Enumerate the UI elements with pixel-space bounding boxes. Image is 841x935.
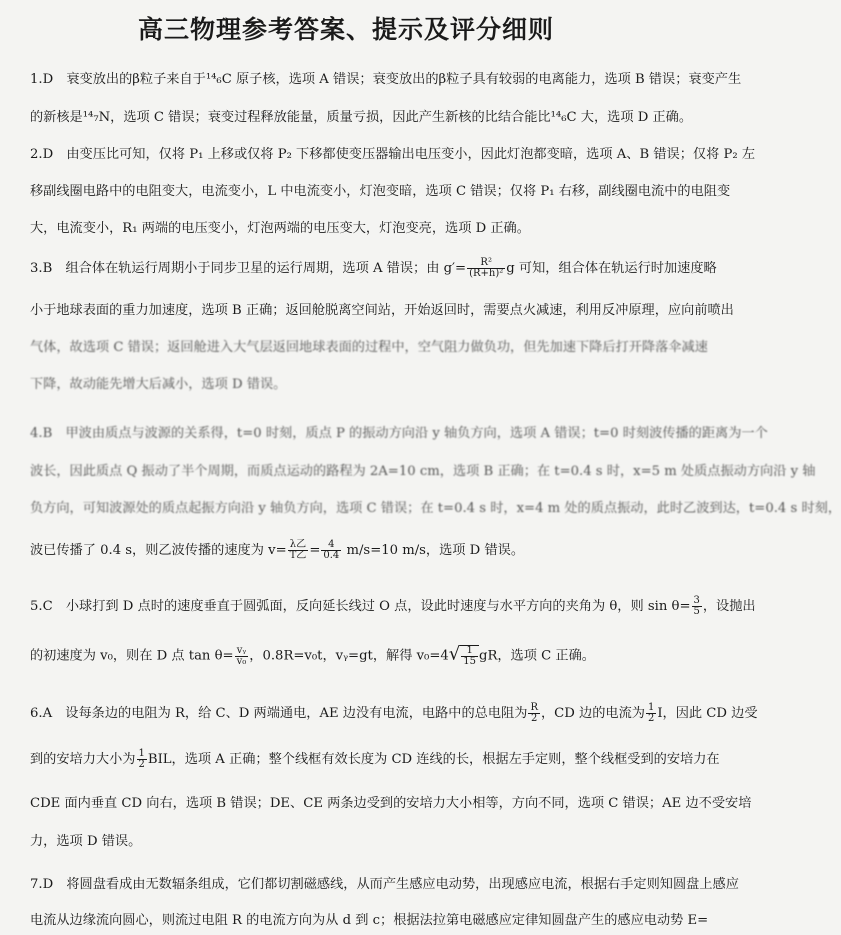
answer-3-line-1	[30, 257, 717, 279]
answer-6-fraction-3	[137, 749, 147, 770]
answer-5-line-1	[30, 595, 756, 617]
answer-6-text-e: BIL，选项 A 正确；整个线框有效长度为 CD 连线的长，根据左手定则，整个线框受到的安培力在	[147, 752, 720, 767]
fraction-numerator: R	[530, 702, 538, 713]
answer-7-line-2: 电流从边缘流向圆心，则流过电阻 R 的电流方向为从 d 到 c；根据法拉第电磁感应定律知圆盘产生的感应电动势 E=	[30, 913, 709, 928]
page-title: 高三物理参考答案、提示及评分细则	[137, 15, 554, 44]
answer-3-text-a: 3.B 组合体在轨运行周期小于同步卫星的运行周期，选项 A 错误；由 g′=	[30, 261, 467, 276]
fraction-numerator: 3	[693, 595, 700, 606]
answer-6-line-2	[30, 748, 720, 770]
fraction-denominator: 2	[138, 759, 145, 770]
answer-4-line-2: 波长，因此质点 Q 振动了半个周期，而质点运动的路程为 2A=10 cm，选项 B 正确；在 t=0.4 s 时，x=5 m 处质点振动方向沿 y 轴	[30, 464, 816, 479]
answer-3-fraction	[467, 258, 505, 279]
sqrt-fraction	[461, 646, 478, 667]
fraction-denominator: v₀	[236, 655, 247, 667]
answer-6-text-b: ，CD 边的电流为	[540, 706, 645, 721]
answer-5-fraction-2	[235, 646, 249, 667]
answer-5-text-d: ，0.8R=v₀t，vᵧ=gt，解得 v₀=4	[249, 648, 449, 664]
fraction-numerator: 1	[647, 702, 655, 713]
answer-2-line-2: 移副线圈电路中的电阻变大，电流变小，L 中电流变小，灯泡变暗，选项 C 错误；仅将 P₁ 右移，副线圈电流中的电阻变	[30, 184, 731, 199]
answer-7-line-1: 7.D 将圆盘看成由无数辐条组成，它们都切割磁感线，从而产生感应电动势，出现感应电流，根据右手定则知圆盘上感应	[30, 877, 739, 892]
answer-6-fraction-1	[528, 703, 540, 724]
answer-1-line-1: 1.D 衰变放出的β粒子来自于¹⁴₆C 原子核，选项 A 错误；衰变放出的β粒子具有较弱的电离能力，选项 B 错误；衰变产生	[30, 72, 742, 87]
answer-6-line-4: 力，选项 D 错误。	[30, 834, 142, 849]
fraction-denominator: 5	[693, 606, 700, 617]
answer-6-text-d: 到的安培力大小为	[30, 752, 136, 767]
fraction-denominator: 2	[647, 713, 655, 724]
answer-5-text-a: 5.C 小球打到 D 点时的速度垂直于圆弧面，反向延长线过 O 点，设此时速度与水平方向的夹角为 θ，则 sin θ=	[30, 599, 691, 614]
answer-3-text-b: g 可知，组合体在轨运行时加速度略	[506, 261, 717, 276]
answer-4-line-3: 负方向，可知波源处的质点起振方向沿 y 轴负方向，选项 C 错误；在 t=0.4 s 时，x=4 m 处的质点振动，此时乙波到达，t=0.4 s 时刻，	[30, 501, 841, 516]
answer-5-text-c: 的初速度为 v₀，则在 D 点 tan θ=	[30, 648, 234, 664]
fraction-denominator: 15	[463, 656, 476, 667]
fraction-denominator: 0.4	[323, 550, 340, 561]
fraction-numerator: vᵧ	[235, 646, 249, 657]
answer-6-text-a: 6.A 设每条边的电阻为 R，给 C、D 两端通电，AE 边没有电流，电路中的总电阻为	[30, 706, 528, 721]
answer-5-text-e: gR，选项 C 正确。	[479, 648, 595, 664]
answer-3-line-4: 下降，故动能先增大后减小，选项 D 错误。	[30, 377, 287, 392]
fraction-numerator: R²	[467, 258, 505, 269]
fraction-numerator: λ乙	[288, 540, 309, 551]
answer-6-line-3: CDE 面内垂直 CD 向右，选项 B 错误；DE、CE 两条边受到的安培力大小相等，方向不同，选项 C 错误；AE 边不受安培	[30, 796, 752, 811]
fraction-numerator: 1	[461, 646, 478, 657]
fraction-denominator: (R+h)²	[469, 268, 504, 279]
answer-6-fraction-2	[646, 703, 656, 724]
fraction-denominator: 2	[531, 713, 538, 724]
answer-4-fraction-1	[288, 540, 309, 561]
fraction-numerator: 1	[138, 748, 145, 759]
answer-5-line-2	[30, 645, 678, 667]
answer-4-fraction-2	[321, 540, 341, 561]
answer-1-line-2: 的新核是¹⁴₇N，选项 C 错误；衰变过程释放能量，质量亏损，因此产生新核的比结合能比¹⁴₆C 大，选项 D 正确。	[30, 110, 693, 125]
answer-6-line-1	[30, 702, 758, 724]
answer-4-line-1: 4.B 甲波由质点与波源的关系得，t=0 时刻，质点 P 的振动方向沿 y 轴负方向，选项 A 错误；t=0 时刻波传播的距离为一个	[30, 426, 768, 441]
answer-2-line-1: 2.D 由变压比可知，仅将 P₁ 上移或仅将 P₂ 下移都使变压器输出电压变小，因此灯泡都变暗，选项 A、B 错误；仅将 P₂ 左	[30, 147, 756, 162]
answer-2-line-3: 大，电流变小，R₁ 两端的电压变小，灯泡两端的电压变大，灯泡变亮，选项 D 正确。	[30, 221, 530, 236]
fraction-numerator: 4	[321, 540, 341, 551]
fraction-denominator: T乙	[289, 550, 307, 561]
answer-3-line-2: 小于地球表面的重力加速度，选项 B 正确；返回舱脱离空间站，开始返回时，需要点火减速，利用反冲原理，应向前喷出	[30, 303, 734, 318]
answer-5-sqrt: √ $\frac{1}{15}$	[449, 645, 479, 667]
answer-4-text-c: m/s=10 m/s，选项 D 错误。	[342, 543, 525, 558]
answer-4-text-b: =	[309, 543, 321, 558]
answer-5-fraction-1	[692, 596, 702, 617]
answer-4-line-4	[30, 540, 678, 561]
answer-6-text-c: I，因此 CD 边受	[657, 706, 758, 721]
answer-5-text-b: ，设抛出	[702, 599, 756, 614]
answer-4-text-a: 波已传播了 0.4 s，则乙波传播的速度为 v=	[30, 543, 287, 558]
answer-3-line-3: 气体，故选项 C 错误；返回舱进入大气层返回地球表面的过程中，空气阻力做负功，但先加速下降后打开降落伞减速	[30, 340, 708, 355]
